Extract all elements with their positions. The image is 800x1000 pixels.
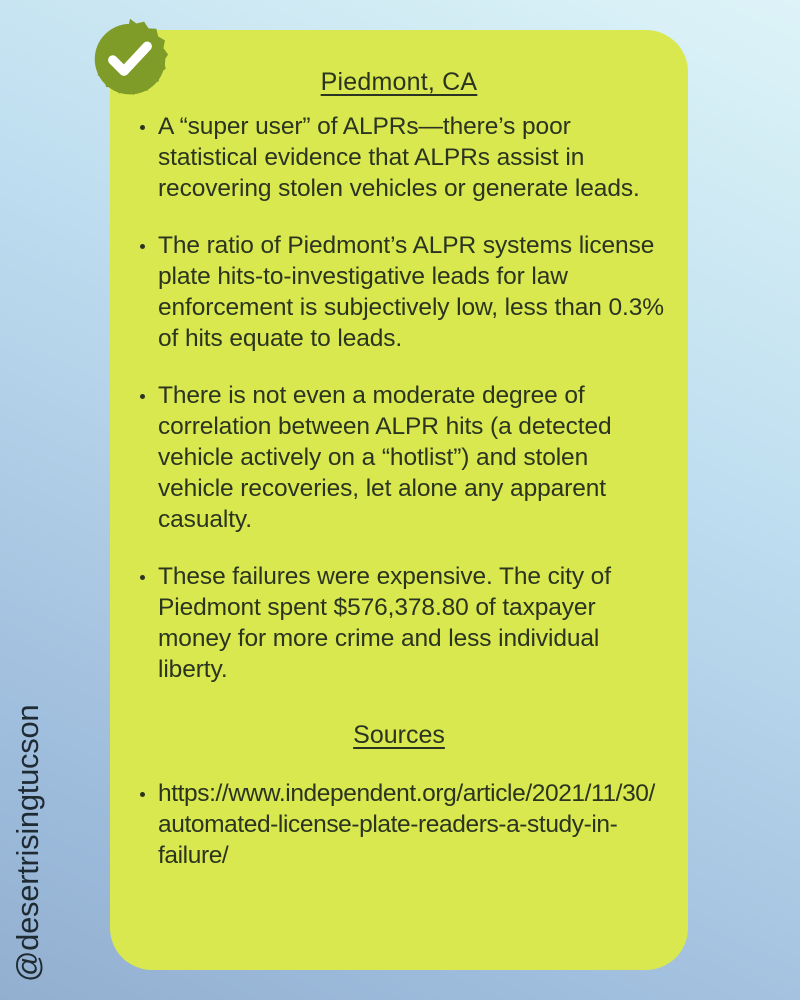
list-item: These failures were expensive. The city of Piedmont spent $576,378.80 of taxpayer money for more crime and less individual liberty. [132, 561, 666, 685]
page-title: Piedmont, CA [320, 68, 478, 96]
handle-watermark-text: @desertrisingtucson [10, 704, 45, 982]
handle-watermark [0, 0, 56, 1000]
content-card [110, 30, 688, 970]
facts-list [132, 111, 666, 685]
sources-list [132, 778, 666, 871]
list-item: There is not even a moderate degree of correlation between ALPR hits (a detected vehicle actively on a “hotlist”) and stolen vehicle recoveries, let alone any apparent casualty. [132, 380, 666, 535]
verified-check-badge-icon [87, 17, 173, 103]
list-item: The ratio of Piedmont’s ALPR systems license plate hits-to-investigative leads for law enforcement is subjectively low, less than 0.3% of hits equate to leads. [132, 230, 666, 354]
list-item: A “super user” of ALPRs—there’s poor statistical evidence that ALPRs assist in recovering stolen vehicles or generate leads. [132, 111, 666, 204]
source-link[interactable]: https://www.independent.org/article/2021/11/30/automated-license-plate-readers-a-study-in-failure/ [132, 778, 666, 871]
sources-heading: Sources [353, 721, 445, 749]
